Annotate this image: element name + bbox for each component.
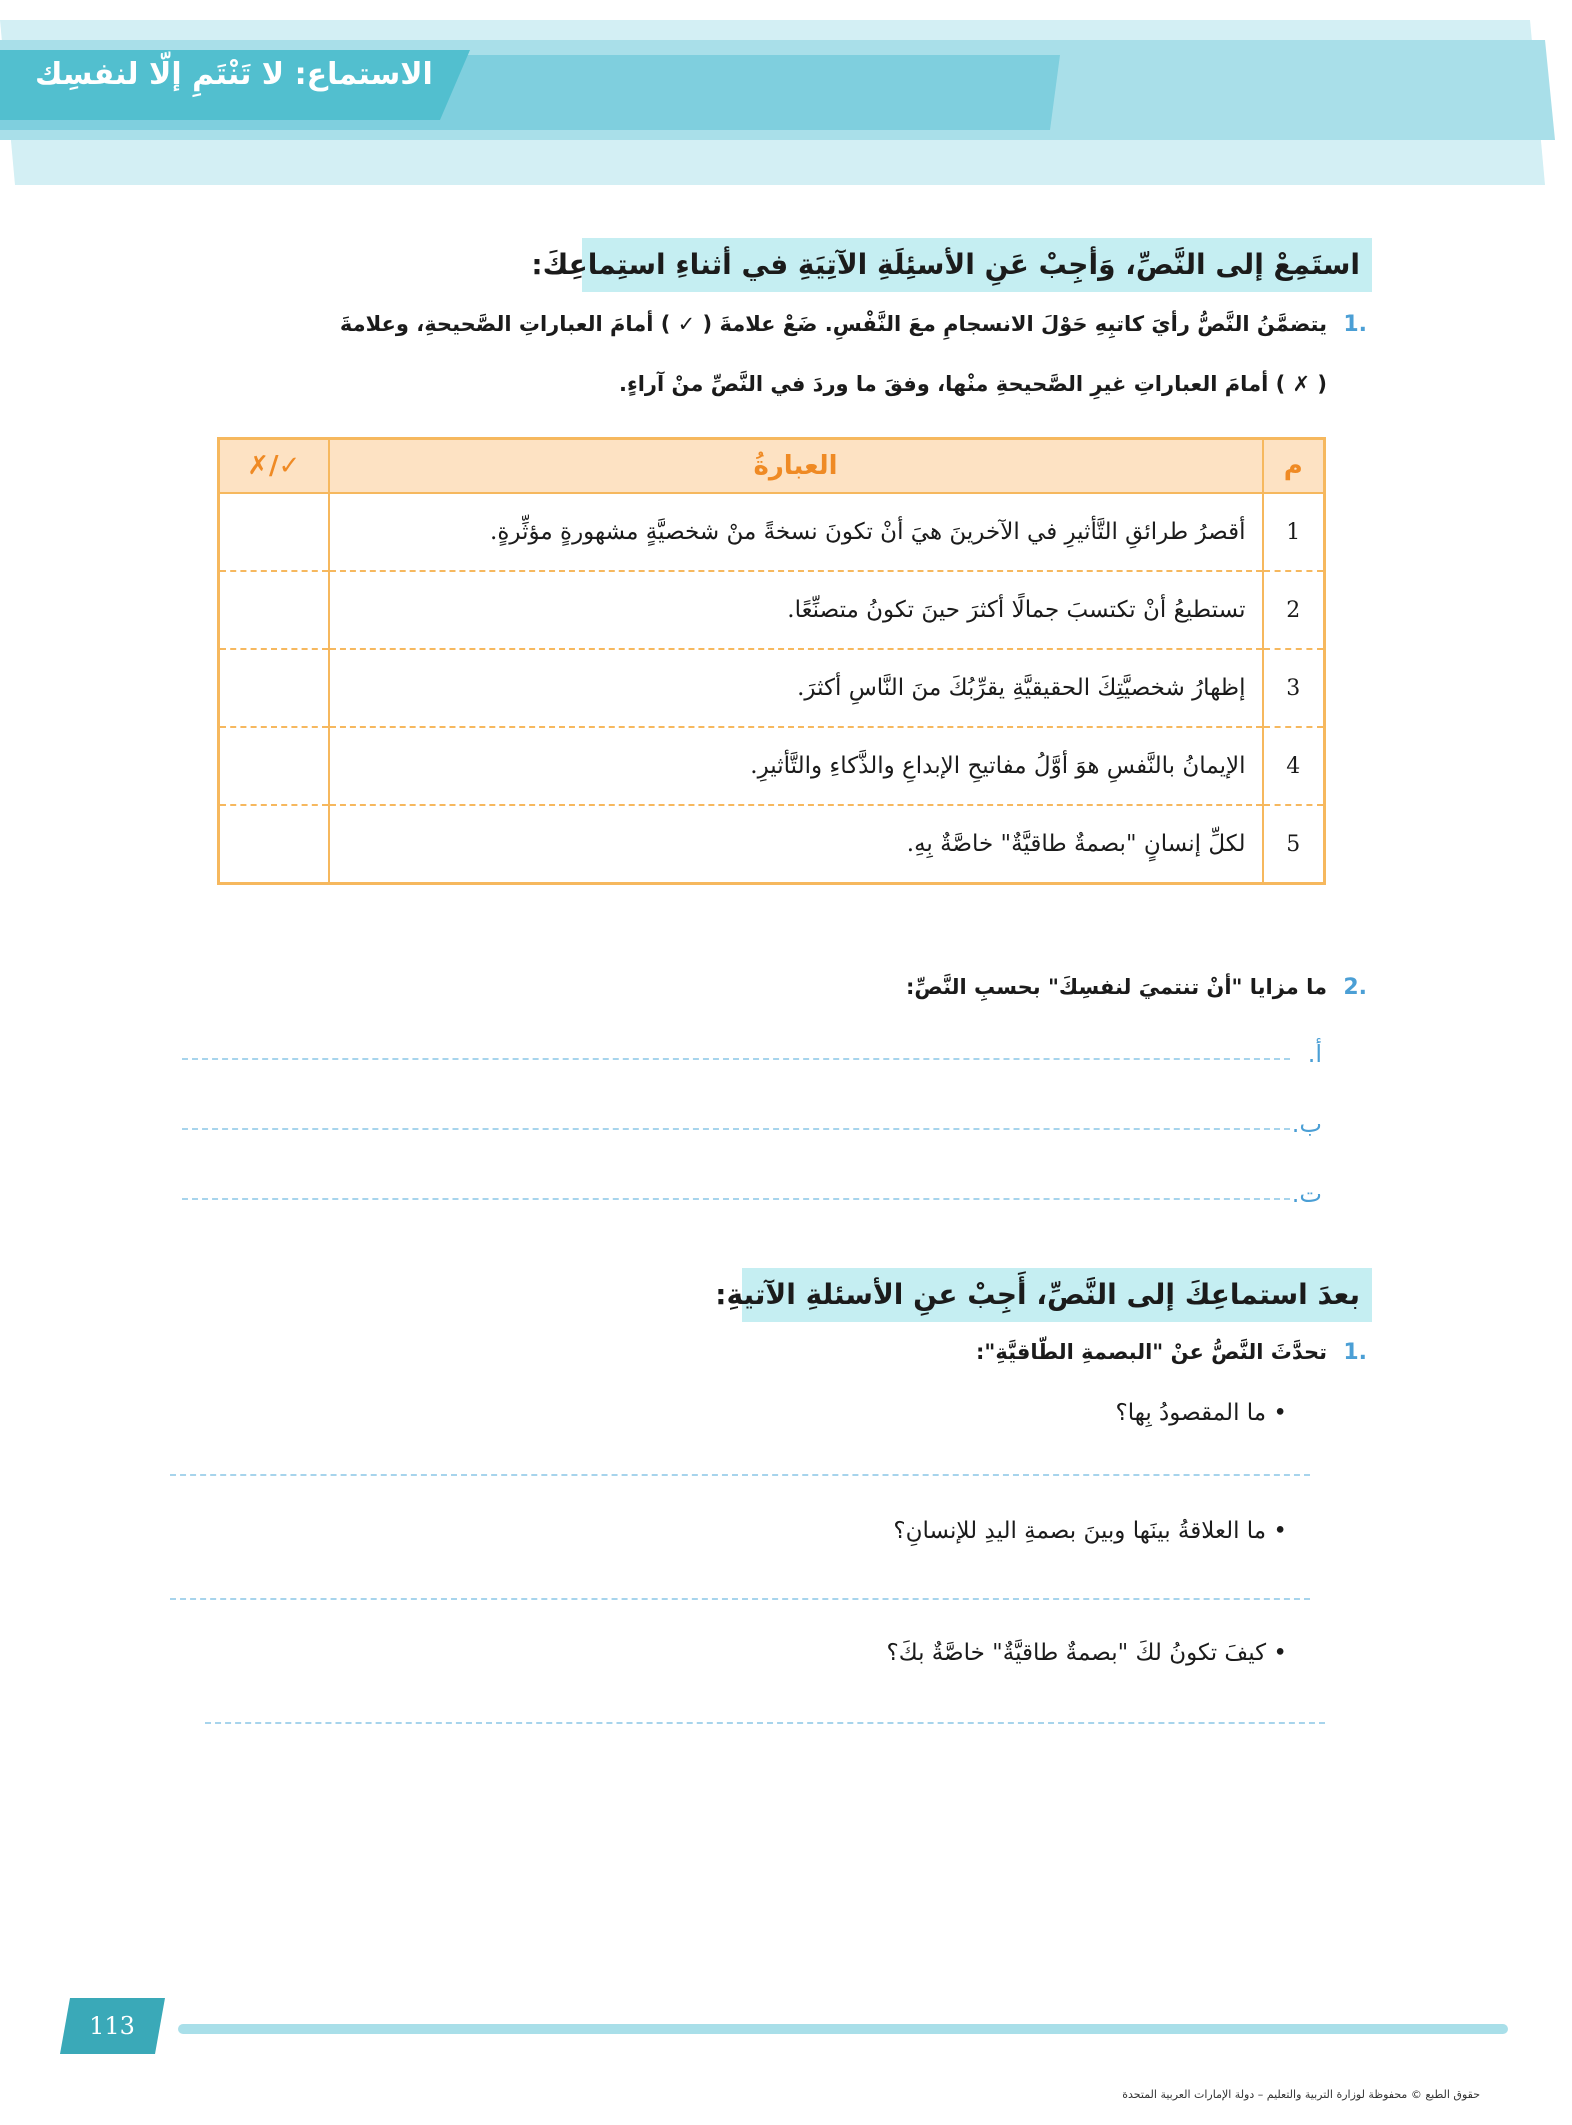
statements-table	[217, 437, 1326, 885]
row-number: 3	[1263, 649, 1325, 727]
question-number: .2	[1343, 975, 1367, 1000]
mark-cell[interactable]	[219, 493, 329, 571]
row-number: 2	[1263, 571, 1325, 649]
answer-letter: أ.	[1307, 1040, 1322, 1068]
answer-line[interactable]	[205, 1722, 1325, 1724]
bullet-icon: •	[1266, 1518, 1287, 1544]
page-number: 113	[89, 2012, 135, 2040]
question-number: .1	[1343, 312, 1367, 337]
column-header-number: م	[1263, 439, 1325, 494]
mark-cell[interactable]	[219, 727, 329, 805]
row-number: 4	[1263, 727, 1325, 805]
answer-line[interactable]	[182, 1128, 1290, 1130]
answer-letter: ب.	[1291, 1110, 1322, 1138]
page-title: الاستماع: لا تَنْتَمِ إلّا لنفسِك	[35, 57, 433, 92]
mark-cell[interactable]	[219, 571, 329, 649]
row-statement: إظهارُ شخصيَّتِكَ الحقيقيَّةِ يقرِّبُكَ منَ النَّاسِ أكثرَ.	[329, 649, 1263, 727]
sub-question	[893, 1518, 1287, 1544]
sub-question-text: ما المقصودُ بِها؟	[1115, 1400, 1267, 1426]
column-header-mark: ✓/✗	[219, 439, 329, 494]
row-statement: الإيمانُ بالنَّفسِ هوَ أوَّلُ مفاتيحِ الإبداعِ والذَّكاءِ والتَّأثيرِ.	[329, 727, 1263, 805]
row-statement: لكلِّ إنسانٍ "بصمةٌ طاقيَّةٌ" خاصَّةٌ بِهِ.	[329, 805, 1263, 884]
sub-question-text: ما العلاقةُ بينَها وبينَ بصمةِ اليدِ للإنسانِ؟	[893, 1518, 1267, 1544]
question-number: .1	[1343, 1340, 1367, 1365]
section-heading-during-listening: استَمِعْ إلى النَّصِّ، وَأجِبْ عَنِ الأسئِلَةِ الآتِيَةِ في أثناءِ استِماعِكَ:	[582, 238, 1372, 292]
row-statement: تستطيعُ أنْ تكتسبَ جمالًا أكثرَ حينَ تكونُ متصنِّعًا.	[329, 571, 1263, 649]
question-text-line2: ( ✗ ) أمامَ العباراتِ غيرِ الصَّحيحةِ منْها، وفقَ ما وردَ في النَّصِّ منْ آراءٍ.	[619, 372, 1327, 396]
answer-line[interactable]	[182, 1198, 1290, 1200]
mark-cell[interactable]	[219, 805, 329, 884]
footer-copyright: حقوق الطبع © محفوظة لوزارة التربية والتعليم – دولة الإمارات العربية المتحدة	[1122, 2088, 1480, 2101]
answer-line[interactable]	[170, 1474, 1310, 1476]
table-row	[219, 727, 1325, 805]
question-text-line1: يتضمَّنُ النَّصُّ رأيَ كاتبِهِ حَوْلَ الانسجامِ معَ النَّفْسِ. ضَعْ علامةَ ( ✓ ) أمامَ العباراتِ الصَّحيحةِ، وعلامةَ	[339, 312, 1327, 336]
table-row	[219, 649, 1325, 727]
table-header-row	[219, 439, 1325, 494]
sub-question	[886, 1640, 1287, 1666]
table-row	[219, 805, 1325, 884]
sub-question	[1116, 1400, 1287, 1426]
row-number: 5	[1263, 805, 1325, 884]
row-statement: أقصرُ طرائقِ التَّأثيرِ في الآخرينَ هيَ أنْ تكونَ نسخةً منْ شخصيَّةٍ مشهورةٍ مؤثِّرةٍ.	[329, 493, 1263, 571]
table-row	[219, 571, 1325, 649]
answer-line[interactable]	[170, 1598, 1310, 1600]
column-header-statement: العبارةُ	[329, 439, 1263, 494]
sub-question-text: كيفَ تكونُ لكَ "بصمةٌ طاقيَّةٌ" خاصَّةٌ بكَ؟	[886, 1640, 1267, 1666]
question-text: تحدَّثَ النَّصُّ عنْ "البصمةِ الطّاقيَّةِ":	[976, 1340, 1327, 1364]
bullet-icon: •	[1266, 1400, 1287, 1426]
table-row	[219, 493, 1325, 571]
answer-letter: ت.	[1291, 1180, 1322, 1208]
footer-bar	[0, 1990, 1572, 2070]
answer-line[interactable]	[182, 1058, 1290, 1060]
section-heading-after-listening: بعدَ استماعِكَ إلى النَّصِّ، أَجِبْ عنِ الأسئلةِ الآتيةِ:	[742, 1268, 1372, 1322]
row-number: 1	[1263, 493, 1325, 571]
bullet-icon: •	[1266, 1640, 1287, 1666]
question-text: ما مزايا "أنْ تنتميَ لنفسِكَ" بحسبِ النَّصِّ:	[906, 975, 1327, 999]
mark-cell[interactable]	[219, 649, 329, 727]
